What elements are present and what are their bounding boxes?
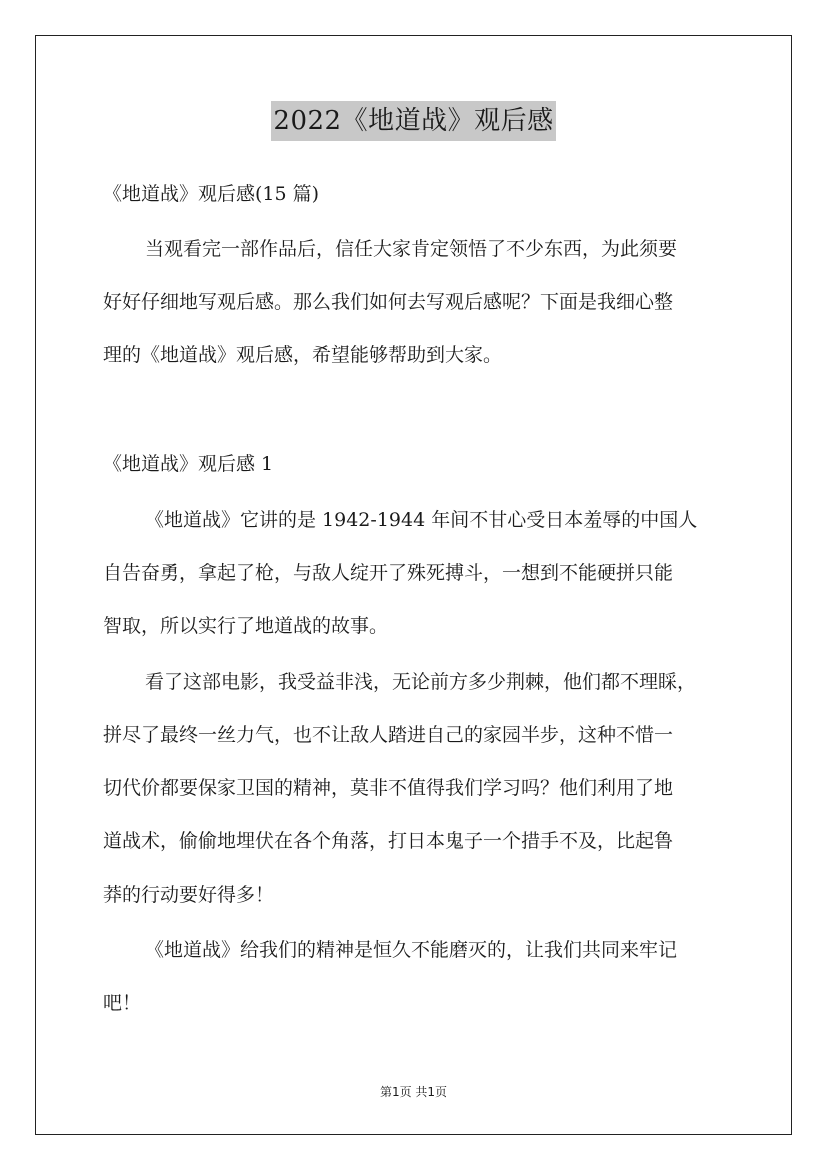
intro-line: 当观看完一部作品后，信任大家肯定领悟了不少东西，为此须要 [145,238,678,260]
paragraph-line: 吧！ [103,992,142,1014]
page-footer: 第1页 共1页 [379,1085,448,1099]
intro-line: 好好仔细地写观后感。那么我们如何去写观后感呢？下面是我细心整 [103,291,674,313]
paragraph-line: 莽的行动要好得多！ [103,884,275,906]
document-title: 2022《地道战》观后感 [271,101,555,141]
document-subtitle: 《地道战》观后感(15 篇) [103,183,320,205]
paragraph-line: 智取，所以实行了地道战的故事。 [103,615,389,637]
title-container [0,101,827,141]
intro-line: 理的《地道战》观后感，希望能够帮助到大家。 [103,344,503,366]
paragraph-line: 道战术，偷偷地埋伏在各个角落，打日本鬼子一个措手不及，比起鲁 [103,830,674,852]
paragraph-line: 《地道战》它讲的是 1942-1944 年间不甘心受日本羞辱的中国人 [145,509,698,531]
paragraph-line: 自告奋勇，拿起了枪，与敌人绽开了殊死搏斗，一想到不能硬拼只能 [103,562,674,584]
paragraph-line: 《地道战》给我们的精神是恒久不能磨灭的，让我们共同来牢记 [145,939,678,961]
paragraph-line: 拼尽了最终一丝力气，也不让敌人踏进自己的家园半步，这种不惜一 [103,724,674,746]
paragraph-line: 切代价都要保家卫国的精神，莫非不值得我们学习吗？他们利用了地 [103,777,674,799]
section-heading: 《地道战》观后感 1 [103,453,274,475]
paragraph-line: 看了这部电影，我受益非浅，无论前方多少荆棘，他们都不理睬， [145,671,697,693]
